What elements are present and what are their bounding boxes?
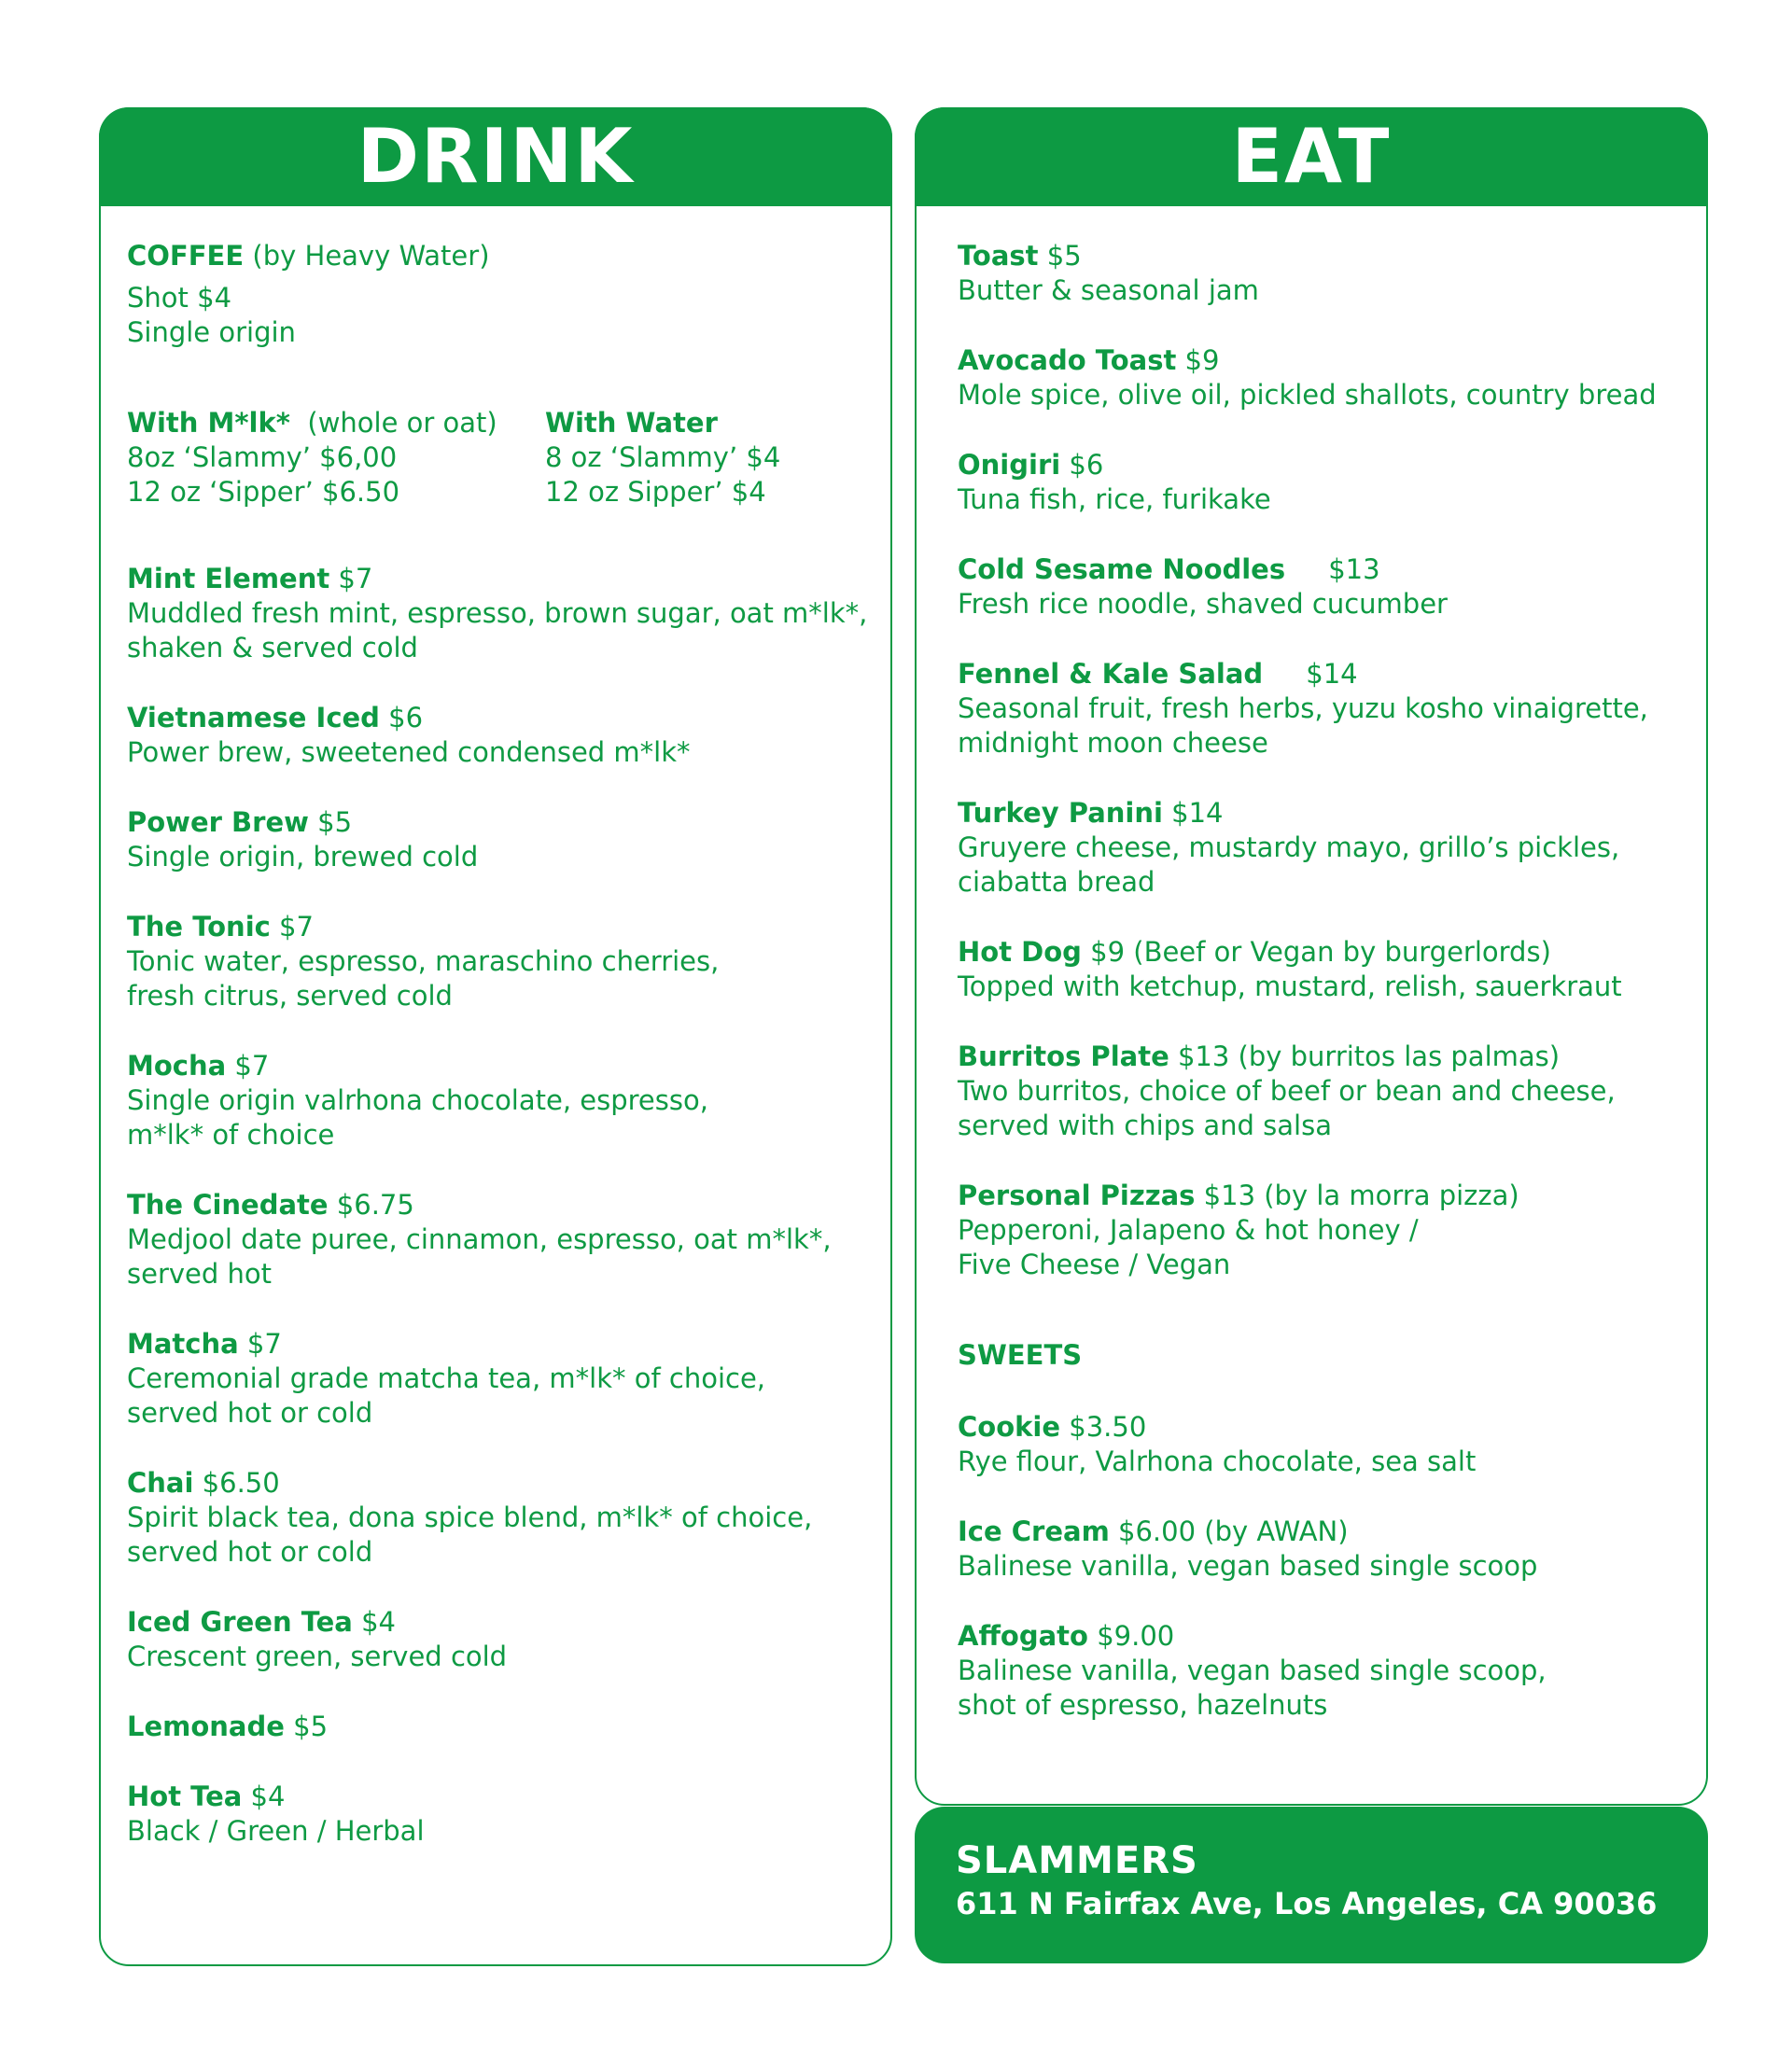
menu-item	[958, 657, 1695, 761]
menu-item-description: Topped with ketchup, mustard, relish, sauerkraut	[958, 971, 1622, 1002]
menu-item-description: midnight moon cheese	[958, 727, 1268, 759]
menu-item-description: m*lk* of choice	[127, 1119, 335, 1151]
menu-item-name: Mocha	[127, 1050, 227, 1082]
menu-item	[958, 1515, 1695, 1584]
menu-item-description: Mole spice, olive oil, pickled shallots, country bread	[958, 379, 1657, 411]
menu-item-name: Vietnamese Iced	[127, 702, 380, 733]
menu-item-heading	[127, 910, 874, 944]
address: 611 N Fairfax Ave, Los Angeles, CA 90036	[956, 1886, 1658, 1921]
drink-content	[127, 239, 874, 1884]
menu-item-heading	[958, 1410, 1695, 1445]
menu-item-name: Turkey Panini	[958, 797, 1163, 829]
menu-item	[127, 1466, 874, 1570]
menu-item-name: Hot Tea	[127, 1781, 243, 1812]
menu-item-heading	[127, 1780, 874, 1814]
menu-item-description: Butter & seasonal jam	[958, 274, 1259, 306]
menu-item-heading	[127, 1327, 874, 1362]
with-milk-note: (whole or oat)	[289, 407, 497, 439]
menu-item-description: Pepperoni, Jalapeno & hot honey /	[958, 1214, 1419, 1246]
shot-item	[127, 281, 874, 350]
menu-item-name: Fennel & Kale Salad	[958, 658, 1264, 690]
menu-item-description: Balinese vanilla, vegan based single scoop	[958, 1550, 1538, 1582]
menu-item-price: $6.00 (by AWAN)	[1109, 1515, 1349, 1547]
menu-item-heading	[127, 562, 874, 596]
menu-item-description: Gruyere cheese, mustardy mayo, grillo’s pickles,	[958, 831, 1620, 863]
menu-item-price: $6.50	[193, 1467, 280, 1499]
menu-item-price: $6.75	[328, 1189, 414, 1221]
menu-item-description: Five Cheese / Vegan	[958, 1249, 1231, 1280]
menu-item-heading	[958, 448, 1695, 482]
menu-item-price: $9.00	[1087, 1620, 1175, 1652]
menu-item	[958, 343, 1695, 412]
menu-item-description: Crescent green, served cold	[127, 1641, 508, 1672]
menu-item-name: The Tonic	[127, 911, 271, 943]
menu-item-description: Single origin, brewed cold	[127, 841, 479, 873]
menu-item-price: $14	[1162, 797, 1224, 829]
menu-item-name: Onigiri	[958, 449, 1061, 481]
menu-item-name: Cookie	[958, 1411, 1061, 1443]
sweets-heading: SWEETS	[958, 1339, 1083, 1371]
with-milk-column	[127, 406, 545, 510]
menu-item-description: shot of espresso, hazelnuts	[958, 1689, 1328, 1721]
drink-title: DRINK	[99, 107, 892, 206]
menu-item-price: $7	[226, 1050, 270, 1082]
menu-item-name: Affogato	[958, 1620, 1088, 1652]
menu-item-heading	[958, 343, 1695, 378]
menu-item-description: served hot or cold	[127, 1397, 373, 1429]
eat-content	[958, 239, 1695, 1758]
menu-item-description: Balinese vanilla, vegan based single scoop,	[958, 1655, 1547, 1686]
menu-item-description: ciabatta bread	[958, 866, 1155, 898]
eat-title: EAT	[915, 107, 1708, 206]
menu-item-name: The Cinedate	[127, 1189, 329, 1221]
menu-item-heading	[958, 1179, 1695, 1213]
menu-item	[127, 1188, 874, 1292]
coffee-heading	[127, 239, 874, 273]
menu-item-description: Medjool date puree, cinnamon, espresso, oat m*lk*,	[127, 1223, 832, 1255]
menu-item-heading	[127, 1466, 874, 1501]
menu-item-heading	[958, 1619, 1695, 1654]
menu-item-heading	[958, 935, 1695, 970]
menu-item-name: Ice Cream	[958, 1515, 1110, 1547]
menu-item-price: $13	[1285, 553, 1380, 585]
menu-item-name: Personal Pizzas	[958, 1180, 1196, 1211]
menu-item-price: $5	[308, 806, 353, 838]
menu-item-heading	[958, 796, 1695, 831]
menu-item-price: $13 (by burritos las palmas)	[1169, 1040, 1561, 1072]
menu-item-name: Avocado Toast	[958, 344, 1177, 376]
menu-item	[958, 935, 1695, 1004]
menu-item	[958, 239, 1695, 308]
menu-item-heading	[958, 239, 1695, 273]
menu-item-description: Two burritos, choice of beef or bean and cheese,	[958, 1075, 1616, 1107]
menu-item-description: Ceremonial grade matcha tea, m*lk* of choice,	[127, 1362, 766, 1394]
menu-item-heading	[958, 1515, 1695, 1549]
menu-item-description: Black / Green / Herbal	[127, 1815, 425, 1847]
menu-item-heading	[958, 657, 1695, 691]
menu-item-price: $6	[379, 702, 424, 733]
with-milk-size: 12 oz ‘Sipper’ $6.50	[127, 476, 400, 508]
brand-logo: SLAMMERS	[956, 1839, 1198, 1882]
menu-item-description: Muddled fresh mint, espresso, brown sugar, oat m*lk*,	[127, 597, 868, 629]
coffee-options	[127, 406, 874, 510]
menu-item-name: Toast	[958, 240, 1039, 272]
menu-item-price: $4	[242, 1781, 286, 1812]
menu-item-description: served with chips and salsa	[958, 1110, 1332, 1141]
menu-item-heading	[958, 552, 1695, 587]
menu-item	[127, 562, 874, 665]
with-water-label: With Water	[545, 407, 718, 439]
shot-name: Shot $4	[127, 282, 232, 314]
menu-item-description: shaken & served cold	[127, 632, 418, 663]
menu-item-description: Spirit black tea, dona spice blend, m*lk* of choice,	[127, 1501, 813, 1533]
menu-item-description: served hot or cold	[127, 1536, 373, 1568]
with-milk-label: With M*lk*	[127, 407, 290, 439]
menu-item-name: Power Brew	[127, 806, 309, 838]
menu-item	[958, 552, 1695, 621]
with-milk-size: 8oz ‘Slammy’ $6,00	[127, 441, 398, 473]
menu-item	[127, 1049, 874, 1152]
menu-item	[958, 448, 1695, 517]
menu-item-heading	[127, 1188, 874, 1222]
menu-item-heading	[127, 1710, 874, 1744]
with-water-size: 8 oz ‘Slammy’ $4	[545, 441, 781, 473]
eat-items	[958, 239, 1695, 1282]
menu-item	[127, 701, 874, 770]
menu-item-description: Rye flour, Valrhona chocolate, sea salt	[958, 1445, 1477, 1477]
menu-item	[127, 805, 874, 874]
menu-item-price: $7	[238, 1328, 282, 1360]
menu-item	[958, 1040, 1695, 1143]
menu-item-heading	[127, 1049, 874, 1083]
menu-item-description: Tuna fish, rice, furikake	[958, 483, 1271, 515]
menu-item-name: Chai	[127, 1467, 194, 1499]
menu-item-price: $3.50	[1060, 1411, 1147, 1443]
coffee-heading-note: (by Heavy Water)	[244, 240, 490, 272]
menu-item	[127, 1605, 874, 1674]
menu-item-heading	[127, 701, 874, 735]
menu-item	[127, 1327, 874, 1431]
menu-item-name: Matcha	[127, 1328, 239, 1360]
sweet-items	[958, 1410, 1695, 1723]
menu-item	[958, 1179, 1695, 1282]
shot-desc: Single origin	[127, 316, 296, 348]
menu-item-description: Fresh rice noodle, shaved cucumber	[958, 588, 1448, 620]
menu-item-price: $5	[1038, 240, 1082, 272]
menu-item-price: $4	[352, 1606, 396, 1638]
menu-item-price: $7	[270, 911, 314, 943]
menu-item-price: $7	[329, 563, 373, 594]
menu-item	[958, 1410, 1695, 1479]
menu-item	[958, 1619, 1695, 1723]
menu-item-price: $6	[1060, 449, 1104, 481]
menu-item-heading	[127, 1605, 874, 1640]
menu-item	[127, 1710, 874, 1744]
menu-item-name: Lemonade	[127, 1711, 285, 1742]
menu-item-price: $9 (Beef or Vegan by burgerlords)	[1081, 936, 1551, 968]
with-water-column	[545, 406, 963, 510]
menu-item-name: Mint Element	[127, 563, 330, 594]
menu-item-price: $13 (by la morra pizza)	[1195, 1180, 1519, 1211]
menu-item-name: Burritos Plate	[958, 1040, 1169, 1072]
menu-item-name: Hot Dog	[958, 936, 1082, 968]
menu-item-description: Power brew, sweetened condensed m*lk*	[127, 736, 691, 768]
menu-item-price: $14	[1263, 658, 1358, 690]
menu-item-heading	[958, 1040, 1695, 1074]
menu-item-description: Seasonal fruit, fresh herbs, yuzu kosho vinaigrette,	[958, 692, 1648, 724]
menu-item-heading	[127, 805, 874, 840]
menu-item	[958, 796, 1695, 900]
menu-item	[127, 1780, 874, 1849]
menu-item-name: Iced Green Tea	[127, 1606, 353, 1638]
menu-item-price: $9	[1176, 344, 1220, 376]
menu-item-name: Cold Sesame Noodles	[958, 553, 1286, 585]
footer	[915, 1807, 1708, 1963]
menu-item-description: Single origin valrhona chocolate, espresso,	[127, 1084, 708, 1116]
drink-items	[127, 562, 874, 1849]
menu-item-description: Tonic water, espresso, maraschino cherries,	[127, 945, 720, 977]
menu-item	[127, 910, 874, 1013]
coffee-heading-label: COFFEE	[127, 240, 245, 272]
menu-item-price: $5	[284, 1711, 329, 1742]
menu-item-description: fresh citrus, served cold	[127, 980, 453, 1012]
with-water-size: 12 oz Sipper’ $4	[545, 476, 766, 508]
menu-item-description: served hot	[127, 1258, 272, 1290]
